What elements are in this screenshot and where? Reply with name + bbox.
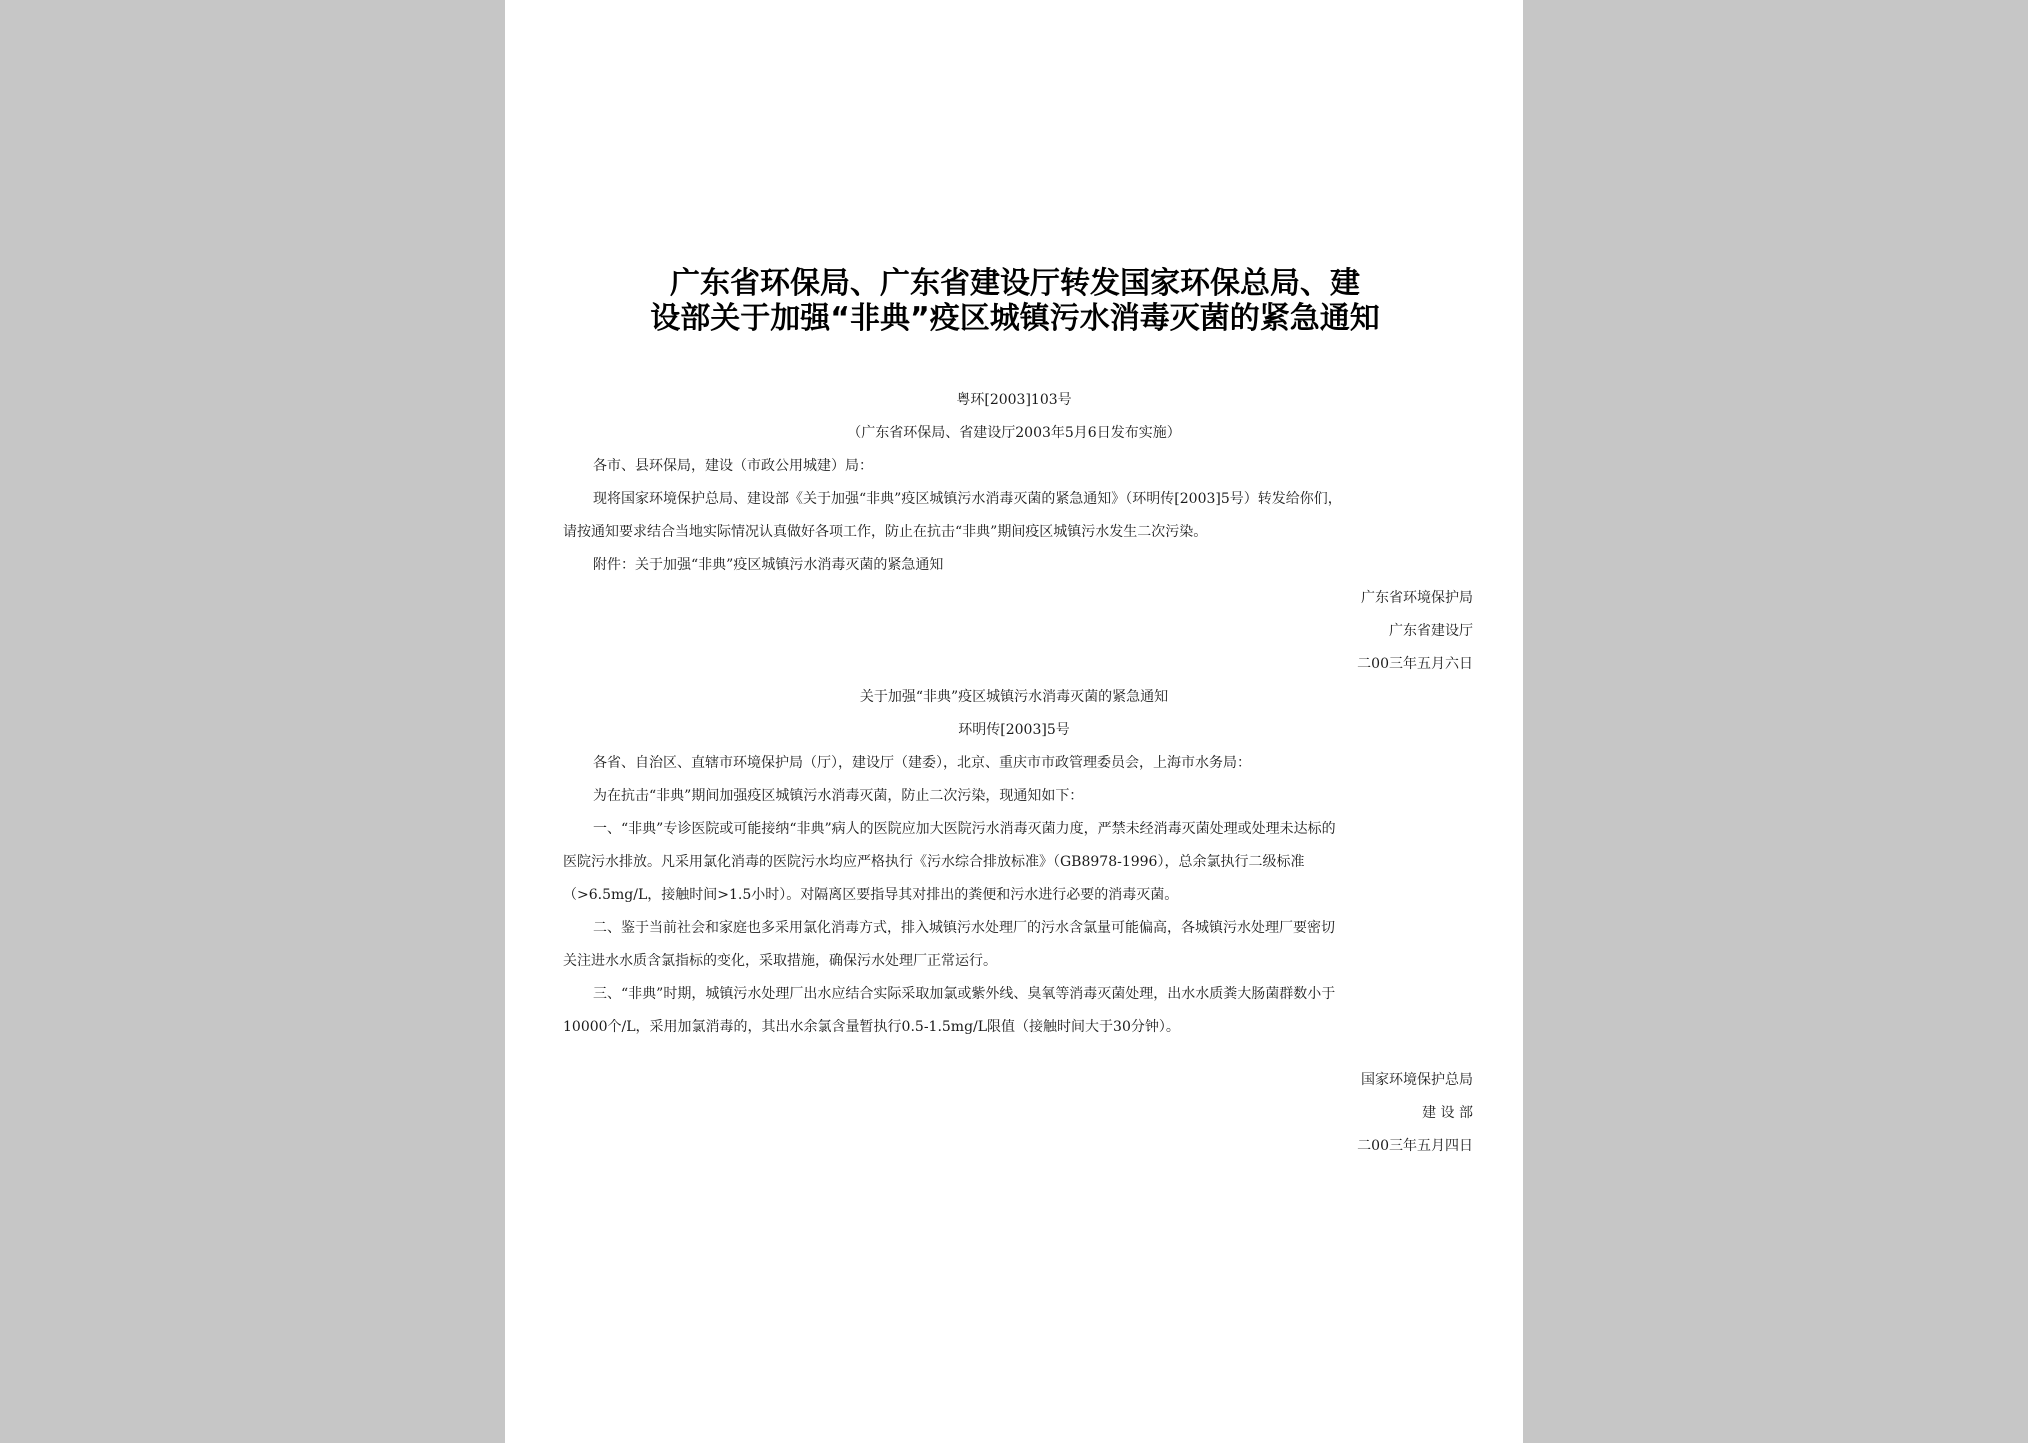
item-1-line: （>6.5mg/L，接触时间>1.5小时）。对隔离区要指导其对排出的粪便和污水进行必要的消毒灭菌。: [563, 887, 1179, 903]
document-title-line-2: 设部关于加强“非典”疫区城镇污水消毒灭菌的紧急通知: [650, 301, 1380, 336]
body-line: 请按通知要求结合当地实际情况认真做好各项工作，防止在抗击“非典”期间疫区城镇污水发生二次污染。: [563, 524, 1208, 540]
document-title-line-1: 广东省环保局、广东省建设厅转发国家环保总局、建: [670, 266, 1360, 301]
signature-date: 二00三年五月六日: [1357, 656, 1473, 672]
attachment-title: 关于加强“非典”疫区城镇污水消毒灭菌的紧急通知: [859, 689, 1169, 705]
attachment-reference: 附件：关于加强“非典”疫区城镇污水消毒灭菌的紧急通知: [593, 557, 944, 573]
signature-org: 广东省建设厅: [1389, 623, 1473, 639]
attachment-number: 环明传[2003]5号: [958, 722, 1070, 738]
item-1-line: 一、“非典”专诊医院或可能接纳“非典”病人的医院应加大医院污水消毒灭菌力度，严禁未经消毒灭菌处理或处理未达标的: [593, 821, 1336, 837]
document-page: [505, 0, 1523, 1443]
attachment-intro: 为在抗击“非典”期间加强疫区城镇污水消毒灭菌，防止二次污染，现通知如下：: [593, 788, 1084, 804]
document-number: 粤环[2003]103号: [956, 392, 1072, 408]
addressee: 各市、县环保局，建设（市政公用城建）局：: [593, 458, 873, 474]
signature-org: 广东省环境保护局: [1361, 590, 1473, 606]
item-3-line: 三、“非典”时期，城镇污水处理厂出水应结合实际采取加氯或紫外线、臭氧等消毒灭菌处理，出水水质粪大肠菌群数小于: [593, 986, 1336, 1002]
item-1-line: 医院污水排放。凡采用氯化消毒的医院污水均应严格执行《污水综合排放标准》（GB8978-1996），总余氯执行二级标准: [563, 854, 1305, 870]
attachment-signature-org: 国家环境保护总局: [1361, 1072, 1473, 1088]
attachment-addressee: 各省、自治区、直辖市环境保护局（厅），建设厅（建委），北京、重庆市市政管理委员会，上海市水务局：: [593, 755, 1251, 771]
item-2-line: 二、鉴于当前社会和家庭也多采用氯化消毒方式，排入城镇污水处理厂的污水含氯量可能偏高，各城镇污水处理厂要密切: [593, 920, 1335, 936]
body-line: 现将国家环境保护总局、建设部《关于加强“非典”疫区城镇污水消毒灭菌的紧急通知》（环明传[2003]5号）转发给你们，: [593, 491, 1342, 507]
attachment-signature-date: 二00三年五月四日: [1357, 1138, 1473, 1154]
item-2-line: 关注进水水质含氯指标的变化，采取措施，确保污水处理厂正常运行。: [563, 953, 997, 969]
attachment-signature-org: 建 设 部: [1422, 1105, 1473, 1121]
issue-note: （广东省环保局、省建设厅2003年5月6日发布实施）: [847, 425, 1181, 441]
item-3-line: 10000个/L，采用加氯消毒的，其出水余氯含量暂执行0.5-1.5mg/L限值（接触时间大于30分钟）。: [563, 1019, 1180, 1035]
